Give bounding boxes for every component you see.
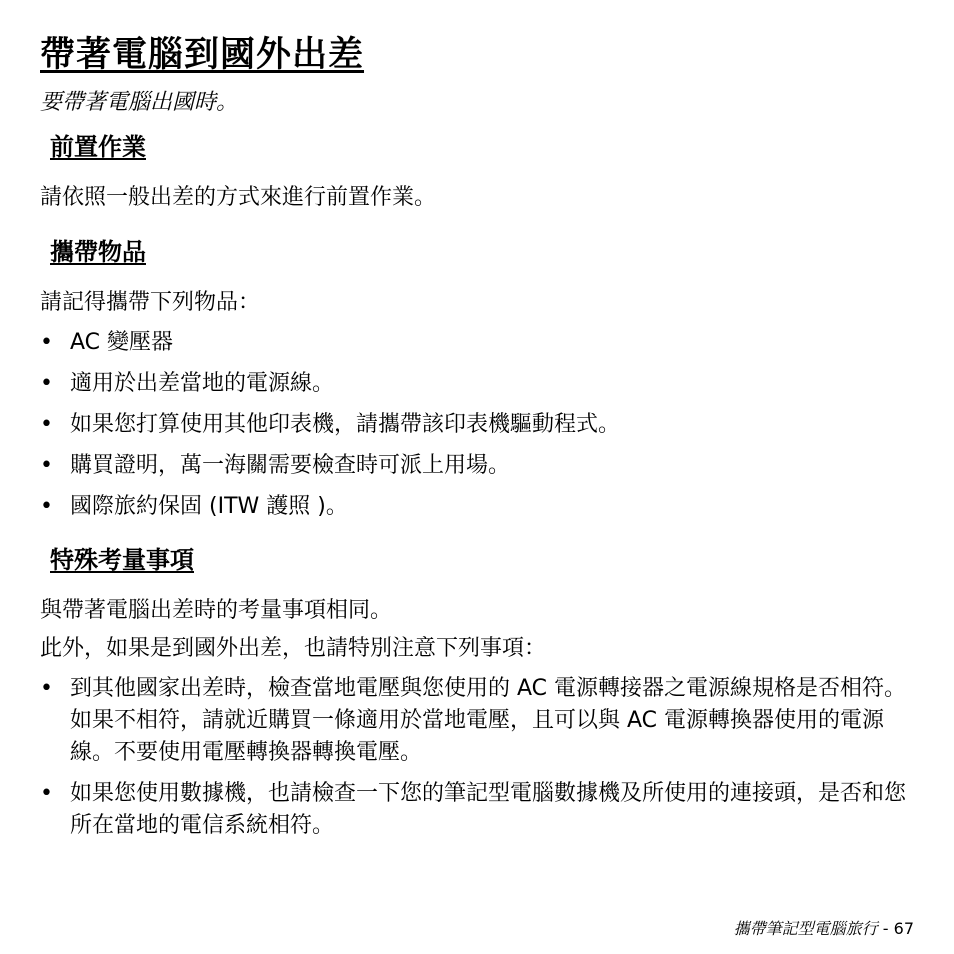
- section-heading: 特殊考量事項: [50, 546, 194, 574]
- bullet-icon: •: [40, 412, 53, 437]
- list-item-text: AC 變壓器: [70, 330, 174, 355]
- list-item: [40, 778, 920, 842]
- footer-separator: -: [882, 919, 889, 938]
- page-footer: [734, 918, 914, 940]
- bullet-icon: •: [40, 494, 53, 519]
- list-item: [40, 491, 920, 523]
- page-title: 帶著電腦到國外出差: [40, 35, 365, 75]
- bullet-icon: •: [40, 676, 53, 701]
- list-item: [40, 673, 920, 769]
- list-item: [40, 450, 920, 482]
- page-subtitle: 要帶著電腦出國時。: [40, 90, 239, 115]
- bullet-icon: •: [40, 781, 53, 806]
- section-heading: 攜帶物品: [50, 238, 146, 266]
- bullet-list: [40, 327, 920, 523]
- section-preparation: [40, 130, 920, 214]
- footer-title: 攜帶筆記型電腦旅行: [733, 919, 878, 938]
- bullet-icon: •: [40, 453, 53, 478]
- page-number: 67: [893, 919, 914, 938]
- list-item: [40, 409, 920, 441]
- section-items-to-bring: [40, 235, 920, 523]
- bullet-list: [40, 673, 920, 842]
- list-item-text: 購買證明，萬一海關需要檢查時可派上用場。: [70, 453, 511, 478]
- list-item-text: 如果您打算使用其他印表機，請攜帶該印表機驅動程式。: [70, 412, 621, 437]
- bullet-icon: •: [40, 330, 53, 355]
- document-page: [40, 32, 920, 842]
- paragraph: 此外，如果是到國外出差，也請特別注意下列事項：: [40, 636, 547, 661]
- list-item-text: 如果您使用數據機，也請檢查一下您的筆記型電腦數據機及所使用的連接頭，是否和您所在當地的電信系統相符。: [70, 781, 907, 838]
- list-item: [40, 368, 920, 400]
- list-item-text: 到其他國家出差時，檢查當地電壓與您使用的 AC 電源轉接器之電源線規格是否相符。如果不相符，請就近購買一條適用於當地電壓，且可以與 AC 電源轉換器使用的電源線。不要使用電壓轉換器轉換電壓。: [70, 676, 907, 765]
- section-heading: 前置作業: [50, 133, 146, 161]
- list-item-text: 國際旅約保固 (ITW 護照 )。: [70, 494, 348, 519]
- list-item: [40, 327, 920, 359]
- paragraph: 請記得攜帶下列物品：: [40, 290, 261, 315]
- bullet-icon: •: [40, 371, 53, 396]
- section-special-considerations: [40, 543, 920, 842]
- paragraph: 請依照一般出差的方式來進行前置作業。: [40, 185, 437, 210]
- list-item-text: 適用於出差當地的電源線。: [70, 371, 335, 396]
- paragraph: 與帶著電腦出差時的考量事項相同。: [40, 598, 393, 623]
